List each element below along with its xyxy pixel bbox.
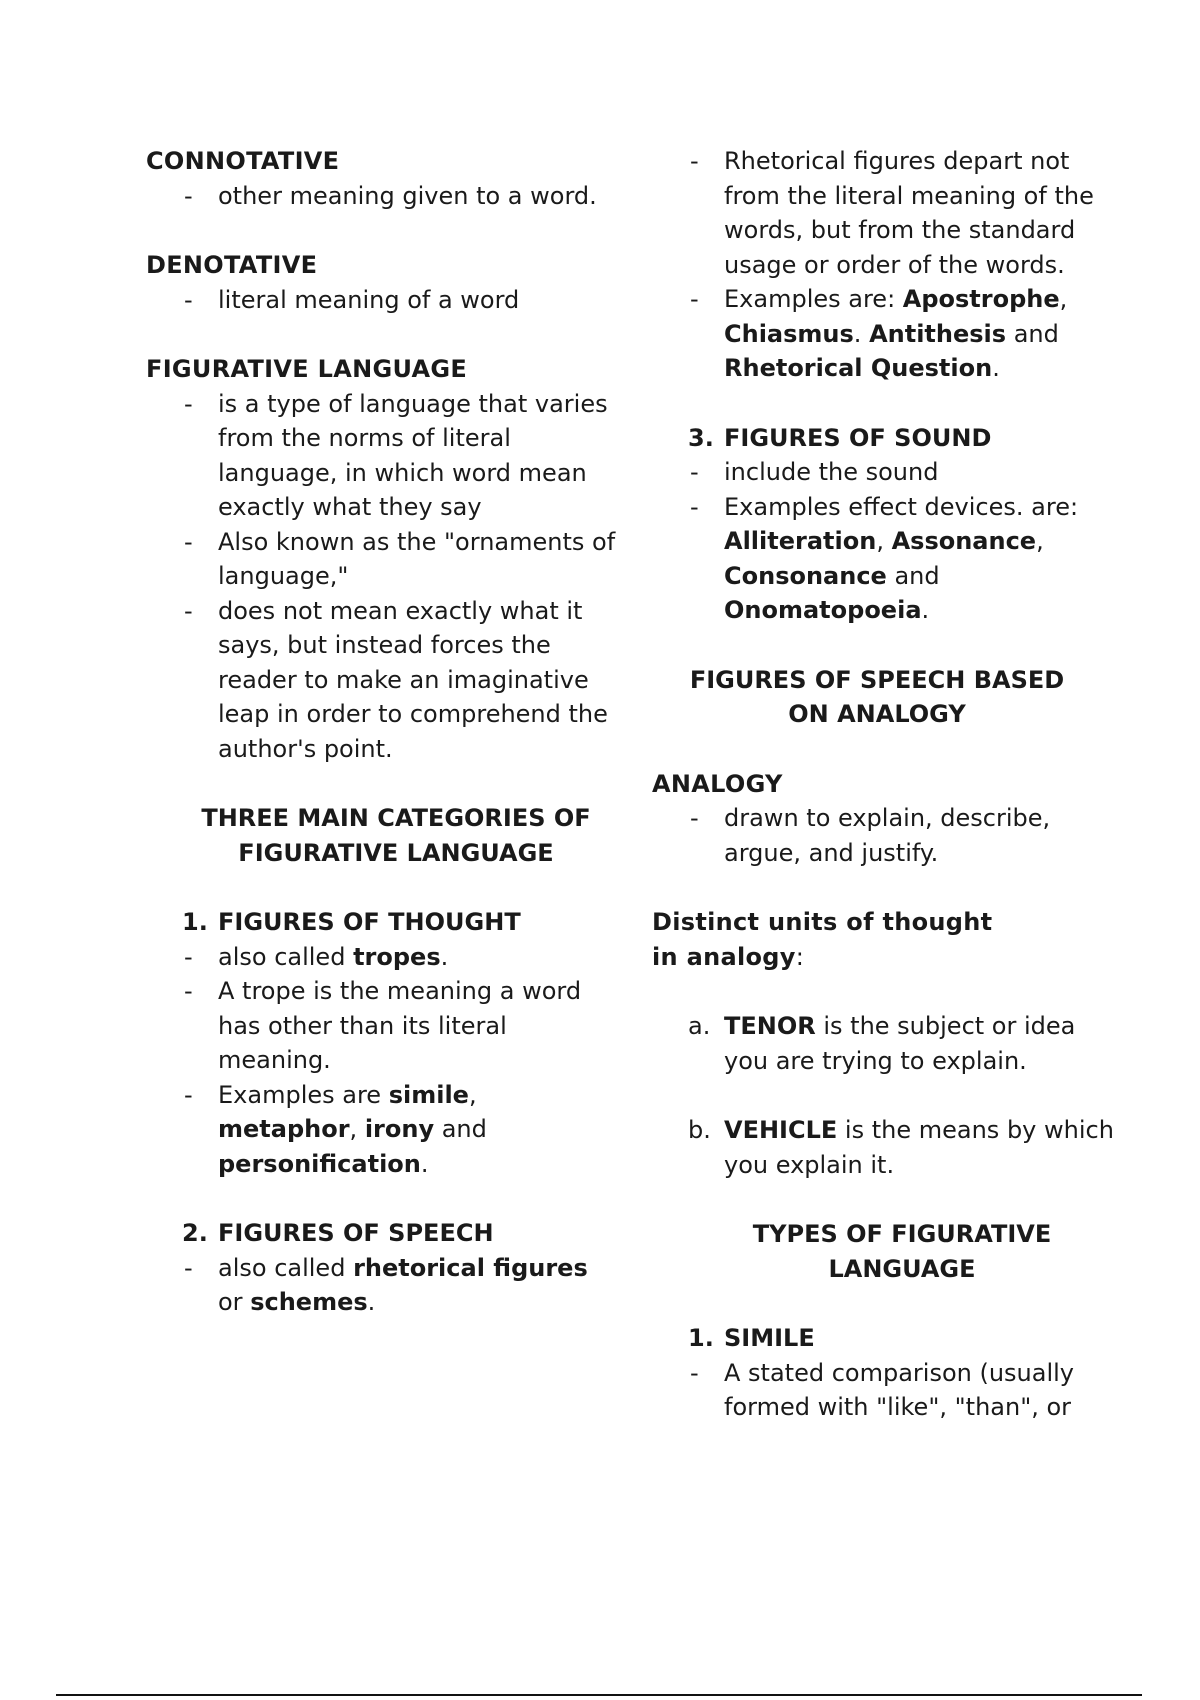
bottom-divider — [56, 1694, 1142, 1696]
list-item: - A stated comparison (usually formed with "like", "than", or — [652, 1356, 1122, 1425]
list-item: - Examples effect devices. are: Alliteration, Assonance, Consonance and Onomatopoeia. — [652, 490, 1122, 628]
section-number: 2. — [182, 1219, 208, 1247]
section-number: 1. — [182, 908, 208, 936]
types-title: TYPES OF FIGURATIVE LANGUAGE — [752, 1220, 1052, 1283]
section-title: FIGURES OF SPEECH — [218, 1219, 494, 1247]
figures-of-speech-heading — [146, 1216, 616, 1251]
analogy-list — [652, 801, 1122, 870]
list-item: - other meaning given to a word. — [146, 179, 616, 214]
figures-of-thought-heading — [146, 905, 616, 940]
connotative-list — [146, 179, 616, 214]
item-letter: b. — [688, 1116, 711, 1144]
figures-of-sound-heading — [652, 421, 1122, 456]
figurative-language-list — [146, 387, 616, 767]
connotative-heading: CONNOTATIVE — [146, 147, 340, 175]
list-item: - does not mean exactly what it says, but instead forces the reader to make an imaginative leap in order to comprehend the author's point. — [146, 594, 616, 767]
item-letter: a. — [688, 1012, 711, 1040]
figures-of-thought-list — [146, 940, 616, 1182]
figures-of-speech-list — [146, 1251, 616, 1320]
list-item: - is a type of language that varies from the norms of literal language, in which word mean exactly what they say — [146, 387, 616, 525]
list-item: - include the sound — [652, 455, 1122, 490]
tenor-definition: is the subject or idea you are trying to explain. — [724, 1012, 1076, 1075]
section-title: FIGURES OF THOUGHT — [218, 908, 521, 936]
tenor-item — [652, 1009, 1122, 1078]
right-column — [652, 144, 1122, 1425]
vehicle-item — [652, 1113, 1122, 1182]
list-item: - Also known as the "ornaments of language," — [146, 525, 616, 594]
vehicle-definition: is the means by which you explain it. — [724, 1116, 1114, 1179]
figures-of-sound-list — [652, 455, 1122, 628]
section-title: FIGURES OF SOUND — [724, 423, 992, 452]
simile-heading — [652, 1321, 1122, 1356]
section-number: 1. — [688, 1324, 714, 1352]
list-item: - A trope is the meaning a word has other than its literal meaning. — [146, 974, 616, 1078]
section-title: SIMILE — [724, 1324, 815, 1352]
analogy-section-title: FIGURES OF SPEECH BASED ON ANALOGY — [689, 665, 1065, 728]
section-number: 3. — [688, 423, 714, 452]
tenor-term: TENOR — [724, 1012, 816, 1040]
simile-list — [652, 1356, 1122, 1425]
list-item: - drawn to explain, describe, argue, and justify. — [652, 801, 1122, 870]
categories-title: THREE MAIN CATEGORIES OF FIGURATIVE LANGUAGE — [201, 804, 591, 867]
distinct-units-heading: Distinct units of thought in analogy: — [652, 908, 993, 971]
denotative-heading: DENOTATIVE — [146, 251, 318, 279]
figures-of-speech-continued-list — [652, 144, 1122, 386]
list-item: - also called tropes. — [146, 940, 616, 975]
list-item: - Examples are: Apostrophe, Chiasmus. Antithesis and Rhetorical Question. — [652, 282, 1122, 386]
analogy-heading: ANALOGY — [652, 769, 783, 798]
left-column — [146, 144, 616, 1320]
list-item: - Examples are simile, metaphor, irony and personification. — [146, 1078, 616, 1182]
denotative-list — [146, 283, 616, 318]
vehicle-term: VEHICLE — [724, 1116, 838, 1144]
list-item: - also called rhetorical figures or schemes. — [146, 1251, 616, 1320]
list-item: - literal meaning of a word — [146, 283, 616, 318]
figurative-language-heading: FIGURATIVE LANGUAGE — [146, 355, 468, 383]
list-item: - Rhetorical figures depart not from the literal meaning of the words, but from the standard usage or order of the words. — [652, 144, 1122, 282]
